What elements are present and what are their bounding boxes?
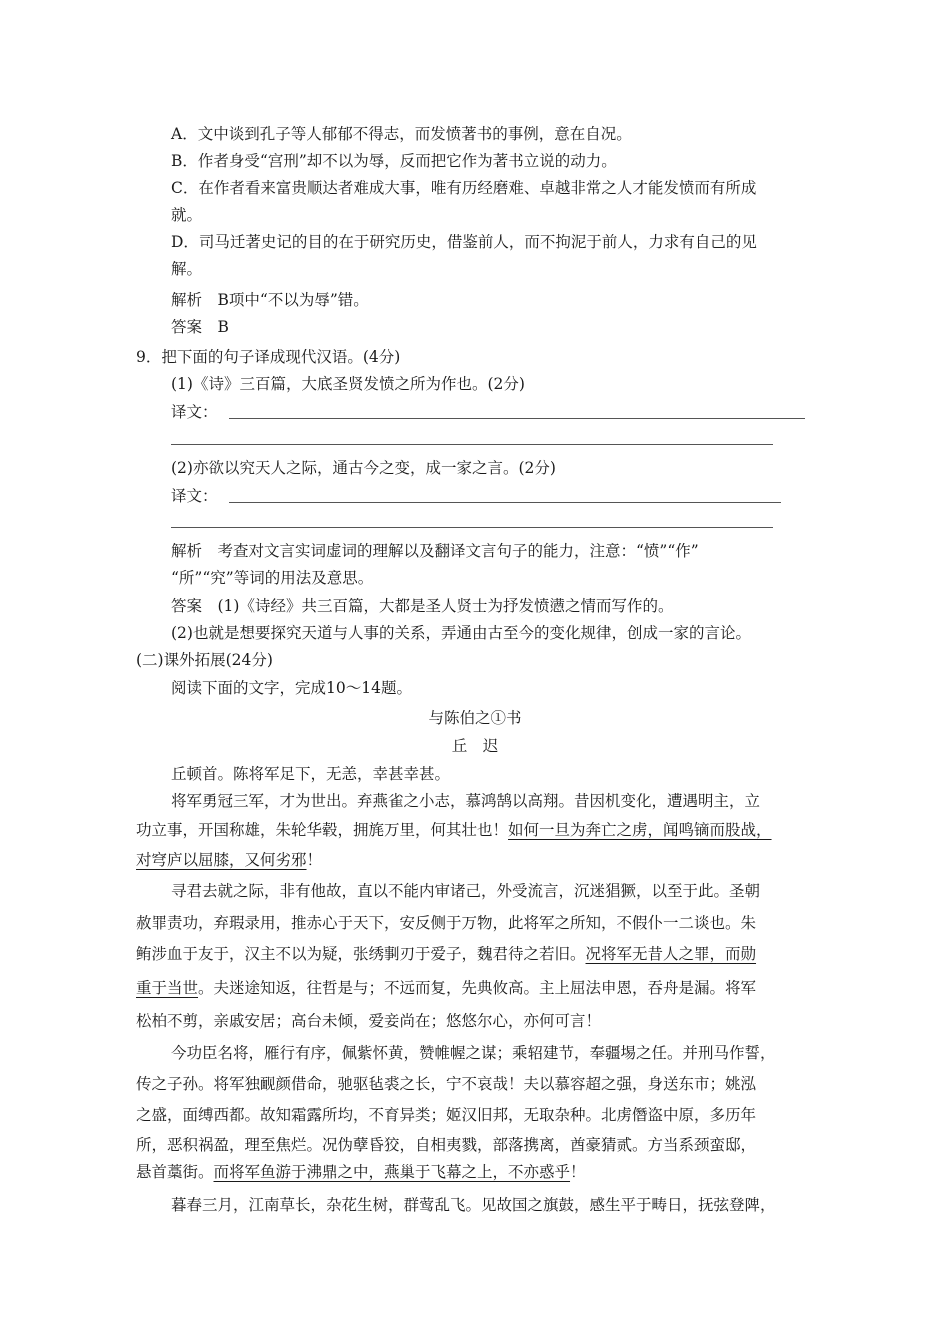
passage-p2-line1: 寻君去就之际，非有他故，直以不能内审诸己，外受流言，沉迷猖獗，以至于此。圣朝: [171, 882, 761, 900]
q9-answer-line1: 答案 (1)《诗经》共三百篇，大都是圣人贤士为抒发愤懑之情而写作的。: [171, 597, 674, 615]
passage-text: 悬首藁街。: [136, 1163, 214, 1181]
section-heading: (二)课外拓展(24分): [136, 651, 273, 669]
passage-author: 丘 迟: [451, 737, 499, 755]
passage-p2-line5: 松柏不剪，亲戚安居；高台未倾，爱妾尚在；悠悠尔心，亦何可言！: [136, 1012, 602, 1030]
passage-text: ！: [570, 1163, 586, 1181]
passage-text: 。夫迷途知返，往哲是与；不远而复，先典攸高。主上屈法申恩，吞舟是漏。将军: [198, 979, 757, 997]
passage-p1-line3: [136, 849, 322, 871]
q8-option-a: A．文中谈到孔子等人郁郁不得志，而发愤著书的事例，意在自况。: [171, 125, 632, 143]
underlined-sentence-2: 况将军无昔人之罪，而勋: [585, 945, 757, 963]
q9-translation-label-1: 译文：: [171, 403, 218, 421]
q8-option-d-line2: 解。: [171, 260, 203, 278]
q9-translation-label-2: 译文：: [171, 487, 218, 505]
passage-p1-line2: [136, 819, 772, 841]
q8-option-c-line1: C．在作者看来富贵顺达者难成大事，唯有历经磨难、卓越非常之人才能发愤而有所成: [171, 179, 757, 197]
passage-p1-line1: 将军勇冠三军，才为世出。弃燕雀之小志，慕鸿鹄以高翔。昔因机变化，遭遇明主，立: [171, 792, 761, 810]
reading-instruction: 阅读下面的文字，完成10～14题。: [171, 679, 412, 697]
answer-blank-line[interactable]: [171, 444, 773, 445]
underlined-sentence-1-cont: 对穹庐以屈膝，又何劣邪: [136, 851, 307, 869]
q9-sentence-2: (2)亦欲以究天人之际，通古今之变，成一家之言。(2分): [171, 459, 556, 477]
passage-p3-line5: [136, 1161, 586, 1183]
q9-sentence-1: (1)《诗》三百篇，大底圣贤发愤之所为作也。(2分): [171, 375, 525, 393]
q9-stem: 9．把下面的句子译成现代汉语。(4分): [136, 348, 401, 366]
passage-opening: 丘顿首。陈将军足下，无恙，幸甚幸甚。: [171, 765, 451, 783]
underlined-sentence-1: 如何一旦为奔亡之虏，闻鸣镝而股战，: [508, 821, 772, 839]
q8-option-c-line2: 就。: [171, 206, 203, 224]
passage-p2-line4: [136, 977, 756, 999]
q8-analysis: 解析 B项中“不以为辱”错。: [171, 291, 369, 309]
underlined-sentence-2-cont: 重于当世: [136, 979, 199, 997]
passage-p3-line1: 今功臣名将，雁行有序，佩紫怀黄，赞帷幄之谋；乘轺建节，奉疆埸之任。并刑马作誓，: [171, 1044, 776, 1062]
q8-option-d-line1: D．司马迁著史记的目的在于研究历史，借鉴前人，而不拘泥于前人，力求有自己的见: [171, 233, 757, 251]
answer-blank-line[interactable]: [229, 418, 805, 419]
q9-answer-line2: (2)也就是想要探究天道与人事的关系，弄通由古至今的变化规律，创成一家的言论。: [171, 624, 751, 642]
q8-option-b: B．作者身受“宫刑”却不以为辱，反而把它作为著书立说的动力。: [171, 152, 617, 170]
passage-text: 鲔涉血于友于，汉主不以为疑，张绣剚刃于爱子，魏君待之若旧。: [136, 945, 586, 963]
answer-blank-line[interactable]: [229, 502, 781, 503]
answer-blank-line[interactable]: [171, 527, 773, 528]
q8-answer: 答案 B: [171, 318, 229, 336]
underlined-sentence-3: 而将军鱼游于沸鼎之中，燕巢于飞幕之上，不亦惑乎: [213, 1163, 571, 1181]
passage-text: ！: [306, 851, 323, 869]
passage-p3-line3: 之盛，面缚西都。故知霜露所均，不育异类；姬汉旧邦，无取杂种。北虏僭盗中原，多历年: [136, 1106, 757, 1124]
passage-title: 与陈伯之①书: [428, 709, 522, 727]
q9-analysis-line1: 解析 考查对文言实词虚词的理解以及翻译文言句子的能力，注意：“愤”“作”: [171, 542, 699, 560]
passage-p4-line1: 暮春三月，江南草长，杂花生树，群莺乱飞。见故国之旗鼓，感生平于畴日，抚弦登陴，: [171, 1196, 776, 1214]
passage-p3-line2: 传之子孙。将军独䩄颜借命，驰驱毡裘之长，宁不哀哉！夫以慕容超之强，身送东市；姚泓: [136, 1075, 757, 1093]
passage-p3-line4: 所，恶积祸盈，理至焦烂。况伪孽昏狡，自相夷戮，部落携离，酋豪猜贰。方当系颈蛮邸，: [136, 1136, 757, 1154]
passage-p2-line2: 赦罪责功，弃瑕录用，推赤心于天下，安反侧于万物，此将军之所知，不假仆一二谈也。朱: [136, 914, 757, 932]
passage-p2-line3: [136, 943, 756, 965]
passage-text: 功立事，开国称雄，朱轮华毂，拥旄万里，何其壮也！: [136, 821, 509, 839]
q9-analysis-line2: “所”“究”等词的用法及意思。: [171, 569, 374, 587]
